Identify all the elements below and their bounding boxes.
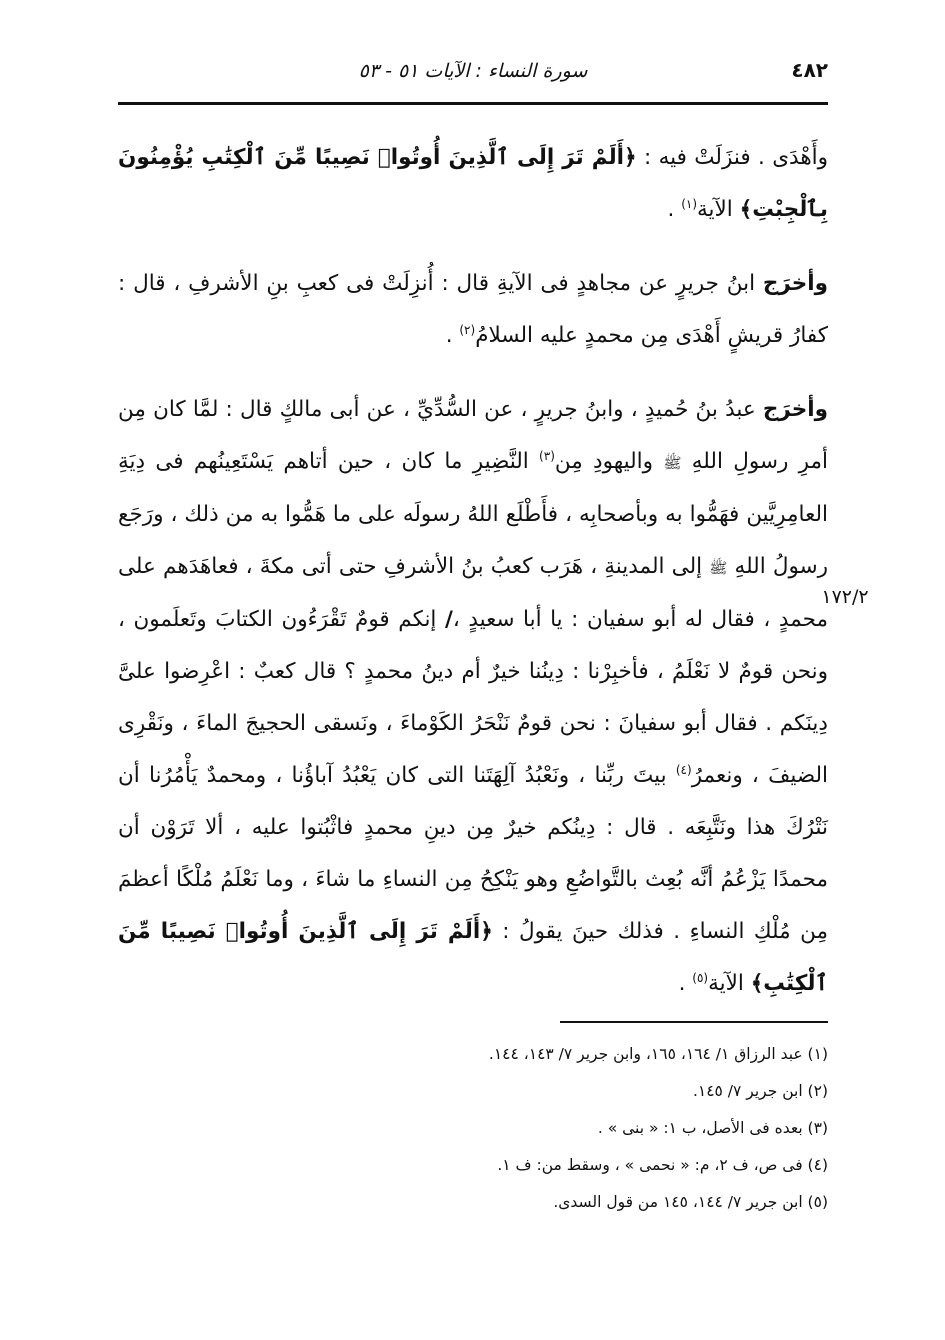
footnote-separator [560,1021,828,1023]
footnote-marker[interactable]: (٣) [539,448,555,463]
quran-verse: ﴿أَلَمْ تَرَ إِلَى ٱلَّذِينَ أُوتُوا۟ نَصِيبًا مِّنَ ٱلْكِتَٰبِ يُؤْمِنُونَ بِٱلْجِبْتِ﴾ [118,145,828,222]
paragraph-text: الآية [708,971,751,996]
main-text [118,132,828,1010]
lead-word: وأخرَج [762,397,828,422]
lead-word: وأخرَج [762,271,828,296]
footnote-marker[interactable]: (١) [681,196,698,211]
footnotes [118,1036,828,1221]
page-header [118,58,828,90]
paragraph-text: بيتَ ربِّنا ، ونَعْبُدُ آلِهَتَنا التى كان يَعْبُدُ آباؤُنا ، ومحمدٌ يَأْمُرُنا أن نَتْرُكَ هذا ونَتَّبِعَه . قال : دِينُكم خيرٌ مِن دينِ محمدٍ فاثْبُتوا عليه ، ألا تَرَوْن أن محمدًا يَزْعُمُ أنَّه بُعِث بالتَّواضُعِ وهو يَنْكِحُ مِن النساءِ ما شاءَ ، وما نَعْلَمُ مُلْكًا أعظمَ مِن مُلْكِ النساءِ . فذلك حينَ يقولُ : [118,763,828,944]
paragraph-text: إنكم قومٌ تَقْرَءُون الكتابَ وتَعلَمون ، ونحن قومٌ لا نَعْلَمُ ، فأخبِرْنا : دِينُنا خيرٌ أم دينُ محمدٍ ؟ قال كعبٌ : اعْرِضوا علىَّ دِينَكم . فقال أبو سفيانَ : نحن قومٌ نَنْحَرُ الكَوْماءَ ، ونَسقى الحجيجَ الماءَ ، ونَقْرِى الضيفَ ، ونعمرُ [118,607,828,788]
footnote-4: (٤) فى ص، ف ٢، م: « نحمى » ، وسقط من: ف ١. [497,1156,828,1174]
paragraph-text: . [667,197,682,222]
paragraph-text: واليهودِ مِن [554,449,664,474]
page-number: ٤٨٢ [791,58,828,82]
footnote-3: (٣) بعده فى الأصل، ب ١: « بنى » . [597,1119,828,1137]
volume-page-break-marker: / [444,607,453,632]
paragraph-text: وأَهْدَى . فنزَلَتْ فيه : [636,145,829,170]
paragraph-text: . [445,323,460,348]
quran-verse: ﴿أَلَمْ تَرَ إِلَى ٱلَّذِينَ أُوتُوا۟ نَصِيبًا مِّنَ ٱلْكِتَٰبِ﴾ [118,919,828,996]
footnote-2: (٢) ابن جرير ٧/ ١٤٥. [692,1082,828,1100]
paragraph-2 [118,258,828,362]
footnote-marker[interactable]: (٥) [692,970,709,985]
paragraph-text: عبدُ بنُ حُميدٍ ، وابنُ جريرٍ ، عن السُّدِّيِّ ، عن أبى مالكٍ قال : لمَّا كان مِن أمرِ رسولِ اللهِ [118,397,828,474]
footnote-1: (١) عبد الرزاق ١/ ١٦٤، ١٦٥، وابن جرير ٧/ ١٤٣، ١٤٤. [488,1045,828,1063]
header-rule [118,102,828,105]
running-title: سورة النساء : الآيات ٥١ - ٥٣ [358,60,588,82]
paragraph-3 [118,384,828,1010]
footnote-marker[interactable]: (٢) [459,322,476,337]
paragraph-text: الآية [697,197,740,222]
paragraph-text: إلى المدينةِ ، هَرَب كعبُ بنُ الأشرفِ حتى أتى مكةَ ، فعاهَدَهم على محمدٍ ، فقال له أبو سفيان : يا أبا سعيدٍ ، [118,554,828,632]
paragraph-text: النَّضِيرِ ما كان ، حين أتاهم يَسْتَعِينُهم فى دِيَةِ العامِرِيَّين فهَمُّوا به وبأصحابِه ، فأَطْلَع اللهُ رسولَه على ما هَمُّوا به من ذلك ، ورَجَع رسولُ اللهِ [118,449,828,579]
paragraph-1 [118,132,828,236]
margin-reference: ١٧٢/٢ [821,586,869,608]
footnote-marker[interactable]: (٤) [675,762,692,777]
paragraph-text: . [678,971,693,996]
salawat-glyph: ﷺ [663,454,682,472]
paragraph-text: ابنُ جريرٍ عن مجاهدٍ فى الآيةِ قال : أُنزِلَتْ فى كعبِ بنِ الأشرفِ ، قال : كفارُ قريشٍ أَهْدَى مِن محمدٍ عليه السلامُ [118,271,828,348]
footnote-5: (٥) ابن جرير ٧/ ١٤٤، ١٤٥ من قول السدى. [553,1193,828,1211]
salawat-glyph: ﷺ [709,559,728,577]
